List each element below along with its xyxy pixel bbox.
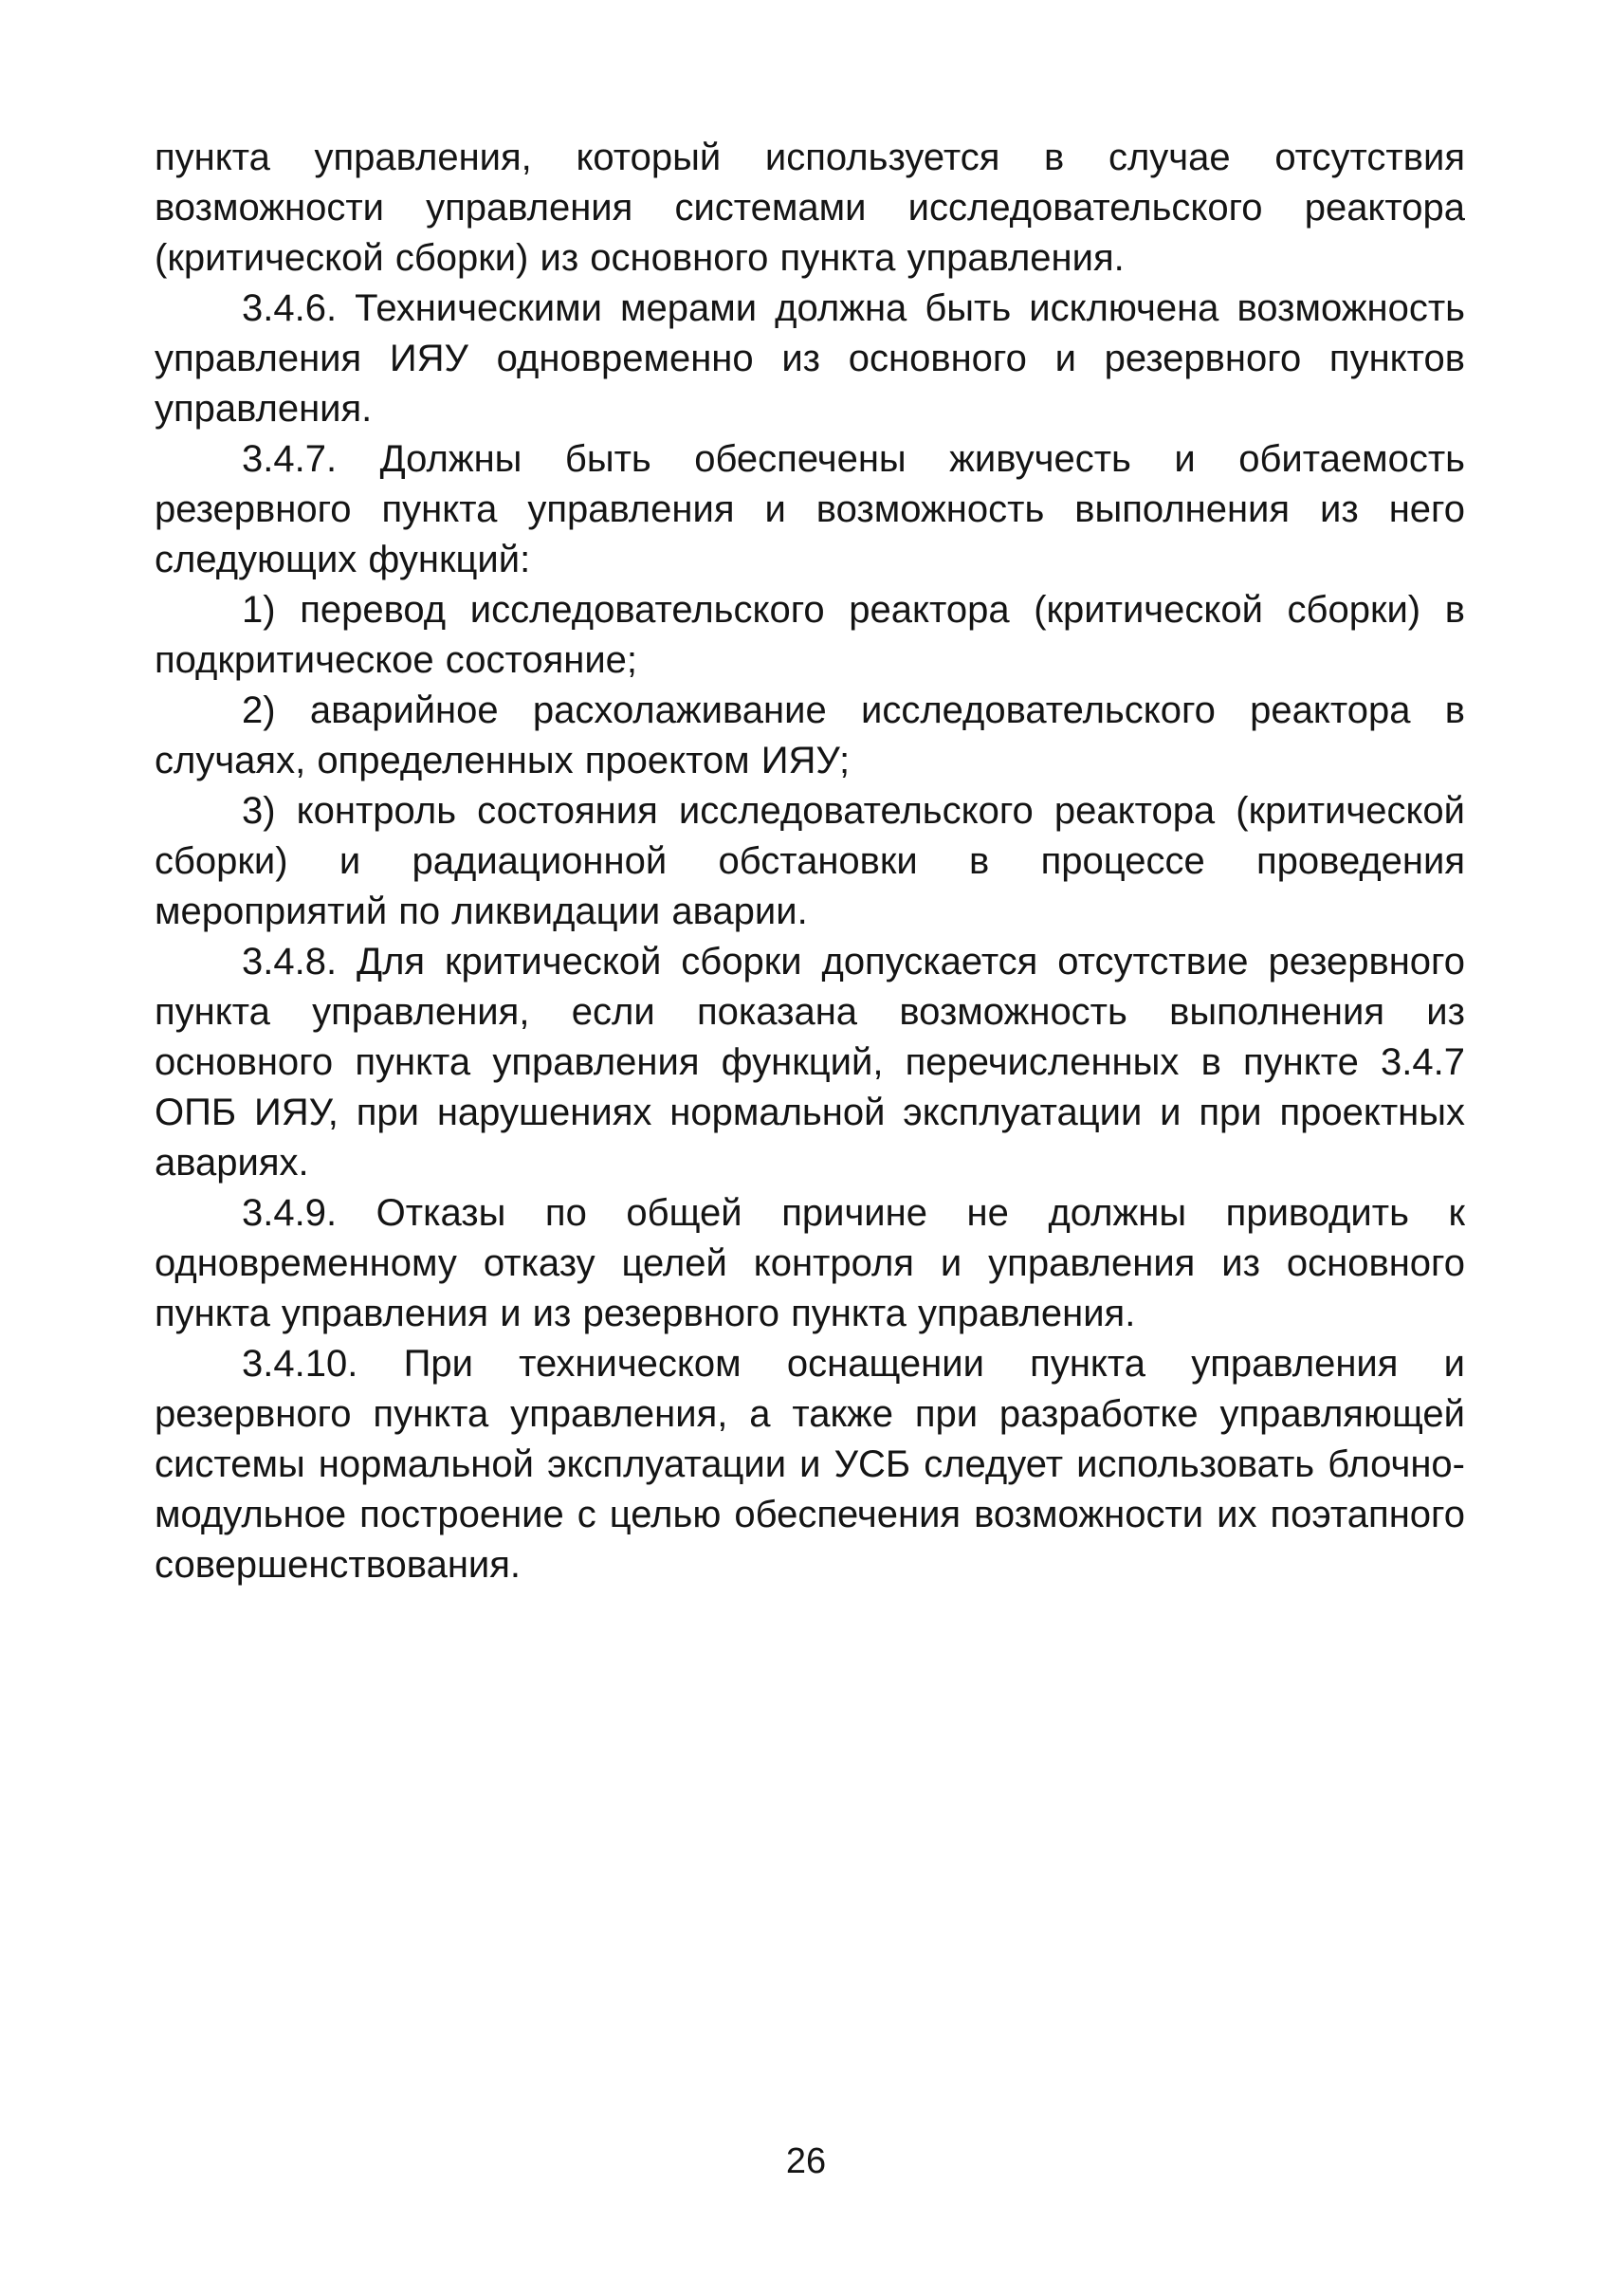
paragraph: 3.4.6. Техническими мерами должна быть исключена возможность управления ИЯУ одновременно из основного и резервного пунктов управления. (155, 287, 1465, 430)
paragraph: 3.4.10. При техническом оснащении пункта управления и резервного пункта управления, а также при разработке управляющей системы нормальной эксплуатации и УСБ следует использовать блочно-модульное построение с целью обеспечения возможности их поэтапного совершенствования. (155, 1343, 1465, 1586)
paragraph: 3.4.7. Должны быть обеспечены живучесть и обитаемость резервного пункта управления и возможность выполнения из него следующих функций: (155, 438, 1465, 580)
paragraph: 3.4.9. Отказы по общей причине не должны приводить к одновременному отказу целей контроля и управления из основного пункта управления и из резервного пункта управления. (155, 1192, 1465, 1334)
page-number: 26 (785, 2141, 827, 2181)
paragraph: 1) перевод исследовательского реактора (критической сборки) в подкритическое состояние; (155, 589, 1465, 681)
paragraph: 2) аварийное расхолаживание исследовательского реактора в случаях, определенных проектом ИЯУ; (155, 689, 1465, 781)
text-block (155, 133, 1465, 1590)
paragraph: 3) контроль состояния исследовательского реактора (критической сборки) и радиационной обстановки в процессе проведения мероприятий по ликвидации аварии. (155, 790, 1465, 932)
paragraph: пункта управления, который используется в случае отсутствия возможности управления системами исследовательского реактора (критической сборки) из основного пункта управления. (155, 137, 1465, 279)
paragraph: 3.4.8. Для критической сборки допускается отсутствие резервного пункта управления, если показана возможность выполнения из основного пункта управления функций, перечисленных в пункте 3.4.7 ОПБ ИЯУ, при нарушениях нормальной эксплуатации и при проектных авариях. (155, 941, 1465, 1184)
